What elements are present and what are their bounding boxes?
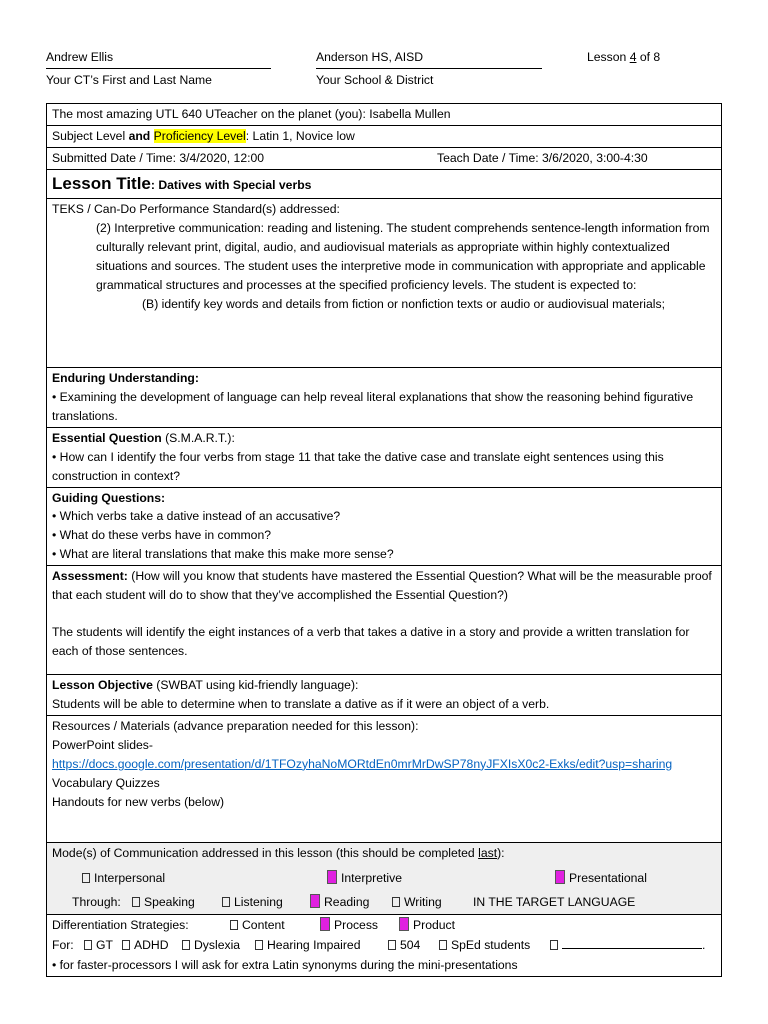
content-label: Content [242,917,285,932]
ct-caption: Your CT’s First and Last Name [46,72,212,87]
resources-handouts: Handouts for new verbs (below) [52,794,225,809]
differentiation-note: • for faster-processors I will ask for extra Latin synonyms during the mini-presentations [52,957,518,972]
504-checkbox[interactable] [388,940,396,950]
slides-link[interactable]: https://docs.google.com/presentation/d/1TFOzyhaNoMORtdEn0mrMrDwSP78nyJFXIsX0c2-Exks/edit?usp=sharing [52,756,673,771]
teks-label: TEKS / Can-Do Performance Standard(s) addressed: [52,202,340,217]
lesson-counter [587,48,660,67]
assessment-label: Assessment: [52,569,128,584]
for-sped [439,936,530,955]
interpersonal-label: Interpersonal [94,870,166,885]
for-adhd [122,936,169,955]
lesson-number: 4 [629,50,637,64]
content-checkbox[interactable] [230,920,238,930]
school-caption: Your School & District [316,72,434,87]
ct-name: Andrew Ellis [46,48,271,69]
modes-label-prefix: Mode(s) of Communication addressed in this lesson (this should be completed [52,845,479,860]
subject-and: and [128,128,154,143]
mode-interpersonal [82,869,165,888]
lesson-title-row [47,169,722,198]
listening-checkbox[interactable] [222,897,230,907]
lesson-plan-table [46,103,722,977]
teacher-row [47,104,722,126]
lesson-prefix: Lesson [587,50,630,64]
guiding-item: • What are literal translations that make this make more sense? [52,547,394,562]
adhd-checkbox[interactable] [122,940,130,950]
differentiation-label: Differentiation Strategies: [52,917,189,932]
adhd-label: ADHD [134,937,169,952]
teach-date: Teach Date / Time: 3/6/2020, 3:00-4:30 [437,150,648,165]
lesson-title-label: Lesson Title [52,173,151,193]
dyslexia-checkbox[interactable] [182,940,190,950]
modes-label-last: last [478,845,498,860]
reading-checkbox-checked[interactable] [310,894,320,908]
differentiation-row [47,914,722,976]
essential-text: • How can I identify the four verbs from stage 11 that take the dative case and translate eight sentences using this construction in context? [52,449,664,483]
other-checkbox[interactable] [550,940,558,950]
resources-quizzes: Vocabulary Quizzes [52,775,160,790]
guiding-item: • What do these verbs have in common? [52,528,272,543]
dyslexia-label: Dyslexia [194,937,241,952]
resources-ppt: PowerPoint slides- [52,737,153,752]
objective-text: Students will be able to determine when to translate a dative as if it were an object of a verb. [52,697,550,712]
hearing-label: Hearing Impaired [267,937,361,952]
for-504 [388,936,420,955]
teks-row [47,199,722,368]
through-label: Through: [72,894,121,909]
channel-reading [310,893,369,912]
teacher-label: The most amazing UTL 640 UTeacher on the planet (you): [52,107,370,121]
teacher-name: Isabella Mullen [369,107,451,121]
enduring-row [47,368,722,428]
sped-other [550,936,705,955]
objective-row [47,675,722,716]
subject-row [47,125,722,147]
mode-interpretive [327,869,402,888]
strategy-process [320,916,378,935]
presentational-label: Presentational [569,870,647,885]
strategy-product [399,916,455,935]
process-checkbox-checked[interactable] [320,917,330,931]
assessment-row [47,566,722,675]
interpersonal-checkbox[interactable] [82,873,90,883]
reading-label: Reading [324,894,370,909]
channel-writing [392,893,442,912]
channel-speaking [132,893,195,912]
essential-row [47,427,722,487]
school-name: Anderson HS, AISD [316,48,542,69]
writing-label: Writing [404,894,442,909]
listening-label: Listening [234,894,283,909]
teks-sub: (B) identify key words and details from fiction or nonfiction texts or audio or audiovisual materials; [142,296,665,311]
process-label: Process [334,917,379,932]
for-label: For: [52,937,74,952]
guiding-label: Guiding Questions: [52,490,166,505]
interpretive-checkbox-checked[interactable] [327,870,337,884]
presentational-checkbox-checked[interactable] [555,870,565,884]
teks-standard: (2) Interpretive communication: reading and listening. The student comprehends sentence-length information from culturally relevant print, digital, audio, and audiovisual materials as appropriate within highly contextualized situations and sources. The student uses the interpretive mode in communication with appropriate and applicable grammatical structures and processes at the specified proficiency levels. The student is expected to: [96,220,710,292]
objective-label-suffix: (SWBAT using kid-friendly language): [152,678,359,693]
enduring-text: • Examining the development of language can help reveal literal explanations that show the reasoning behind figurative translations. [52,389,694,423]
speaking-label: Speaking [144,894,195,909]
product-checkbox-checked[interactable] [399,917,409,931]
product-label: Product [413,917,456,932]
gt-label: GT [96,937,113,952]
lesson-suffix: of 8 [636,50,661,64]
target-language: IN THE TARGET LANGUAGE [473,894,636,909]
subject-label: Subject Level [52,128,129,143]
submitted-date: Submitted Date / Time: 3/4/2020, 12:00 [52,150,265,165]
resources-row [47,715,722,842]
for-hearing [255,936,360,955]
modes-label-suffix: ): [497,845,505,860]
dates-row [47,147,722,169]
assessment-text: The students will identify the eight instances of a verb that takes a dative in a story and provide a written translation for each of those sentences. [52,624,690,658]
for-dyslexia [182,936,240,955]
mode-presentational [555,869,647,888]
objective-label: Lesson Objective [52,678,153,693]
essential-label: Essential Question [52,430,162,445]
school-header [316,48,542,90]
hearing-checkbox[interactable] [255,940,263,950]
subject-value: : Latin 1, Novice low [245,128,355,143]
lesson-title-value: : Datives with Special verbs [150,177,312,192]
interpretive-label: Interpretive [341,870,402,885]
essential-label-suffix: (S.M.A.R.T.): [161,430,235,445]
guiding-row [47,487,722,566]
assessment-prompt: (How will you know that students have mastered the Essential Question? What will be the measurable proof that each student will do to show that they’ve accomplished the Essential Question?) [52,569,712,603]
enduring-label: Enduring Understanding: [52,371,199,386]
writing-checkbox[interactable] [392,897,400,907]
for-gt [84,936,113,955]
proficiency-label: Proficiency Level [153,128,246,143]
504-label: 504 [400,937,421,952]
resources-label: Resources / Materials (advance preparation needed for this lesson): [52,718,419,733]
sped-checkbox[interactable] [439,940,447,950]
guiding-item: • Which verbs take a dative instead of an accusative? [52,509,341,524]
gt-checkbox[interactable] [84,940,92,950]
other-period: . [702,937,706,952]
modes-row [47,842,722,914]
other-blank[interactable] [562,937,702,949]
ct-header [46,48,271,90]
sped-label: SpEd students [451,937,531,952]
strategy-content [230,916,285,935]
speaking-checkbox[interactable] [132,897,140,907]
channel-listening [222,893,283,912]
